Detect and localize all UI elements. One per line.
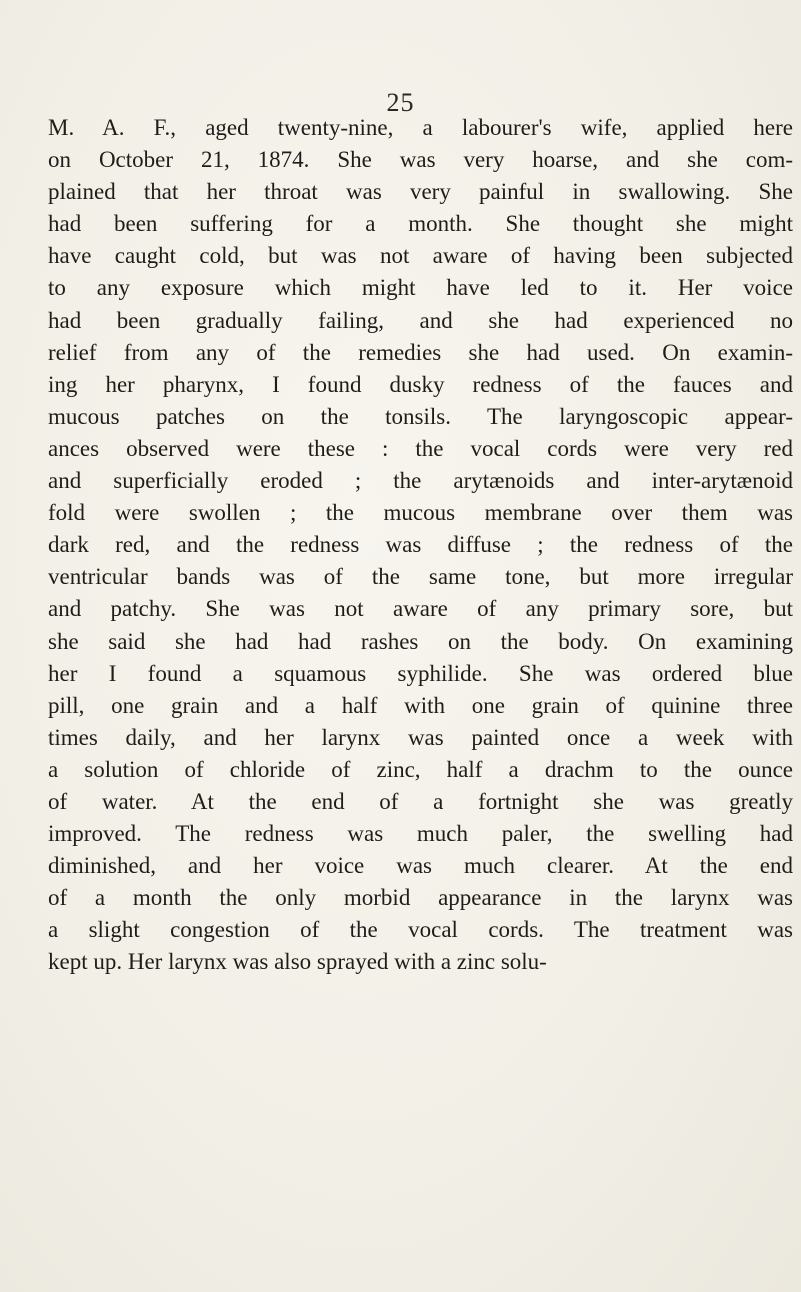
text-line: relief from any of the remedies she had used. On examin- <box>48 339 793 365</box>
text-line: improved. The redness was much paler, the swelling had <box>48 821 793 847</box>
text-line: a solution of chloride of zinc, half a drachm to the ounce <box>48 756 793 782</box>
text-line: times daily, and her larynx was painted once a week with <box>48 724 793 750</box>
text-line: have caught cold, but was not aware of having been subjected <box>48 243 793 269</box>
text-line: a slight congestion of the vocal cords. The treatment was <box>48 917 793 943</box>
text-line: plained that her throat was very painful in swallowing. She <box>48 179 793 205</box>
text-line: diminished, and her voice was much clearer. At the end <box>48 853 793 879</box>
text-line: she said she had had rashes on the body. On examining <box>48 628 793 654</box>
text-line: M. A. F., aged twenty-nine, a labourer's wife, applied here <box>48 115 793 140</box>
text-line: fold were swollen ; the mucous membrane over them was <box>48 500 793 526</box>
text-line: kept up. Her larynx was also sprayed with a zinc solu- <box>48 949 547 975</box>
text-line: to any exposure which might have led to it. Her voice <box>48 275 793 301</box>
text-line: and patchy. She was not aware of any primary sore, but <box>48 596 793 622</box>
text-line: her I found a squamous syphilide. She was ordered blue <box>48 660 793 686</box>
body-text <box>48 112 793 979</box>
text-line: ances observed were these : the vocal cords were very red <box>48 435 793 461</box>
text-line: and superficially eroded ; the arytænoids and inter-arytænoid <box>48 468 793 494</box>
text-line: pill, one grain and a half with one grain of quinine three <box>48 692 793 718</box>
text-line: ventricular bands was of the same tone, but more irregular <box>48 564 793 590</box>
text-line: on October 21, 1874. She was very hoarse, and she com- <box>48 147 793 173</box>
text-line: had been suffering for a month. She thought she might <box>48 211 793 237</box>
text-line: ing her pharynx, I found dusky redness of the fauces and <box>48 371 793 397</box>
text-line: of a month the only morbid appearance in the larynx was <box>48 885 793 911</box>
text-line: mucous patches on the tonsils. The laryngoscopic appear- <box>48 403 793 429</box>
text-line: had been gradually failing, and she had experienced no <box>48 307 793 333</box>
text-line: of water. At the end of a fortnight she was greatly <box>48 788 793 814</box>
page-number: 25 <box>386 88 415 117</box>
text-line: dark red, and the redness was diffuse ; the redness of the <box>48 532 793 558</box>
